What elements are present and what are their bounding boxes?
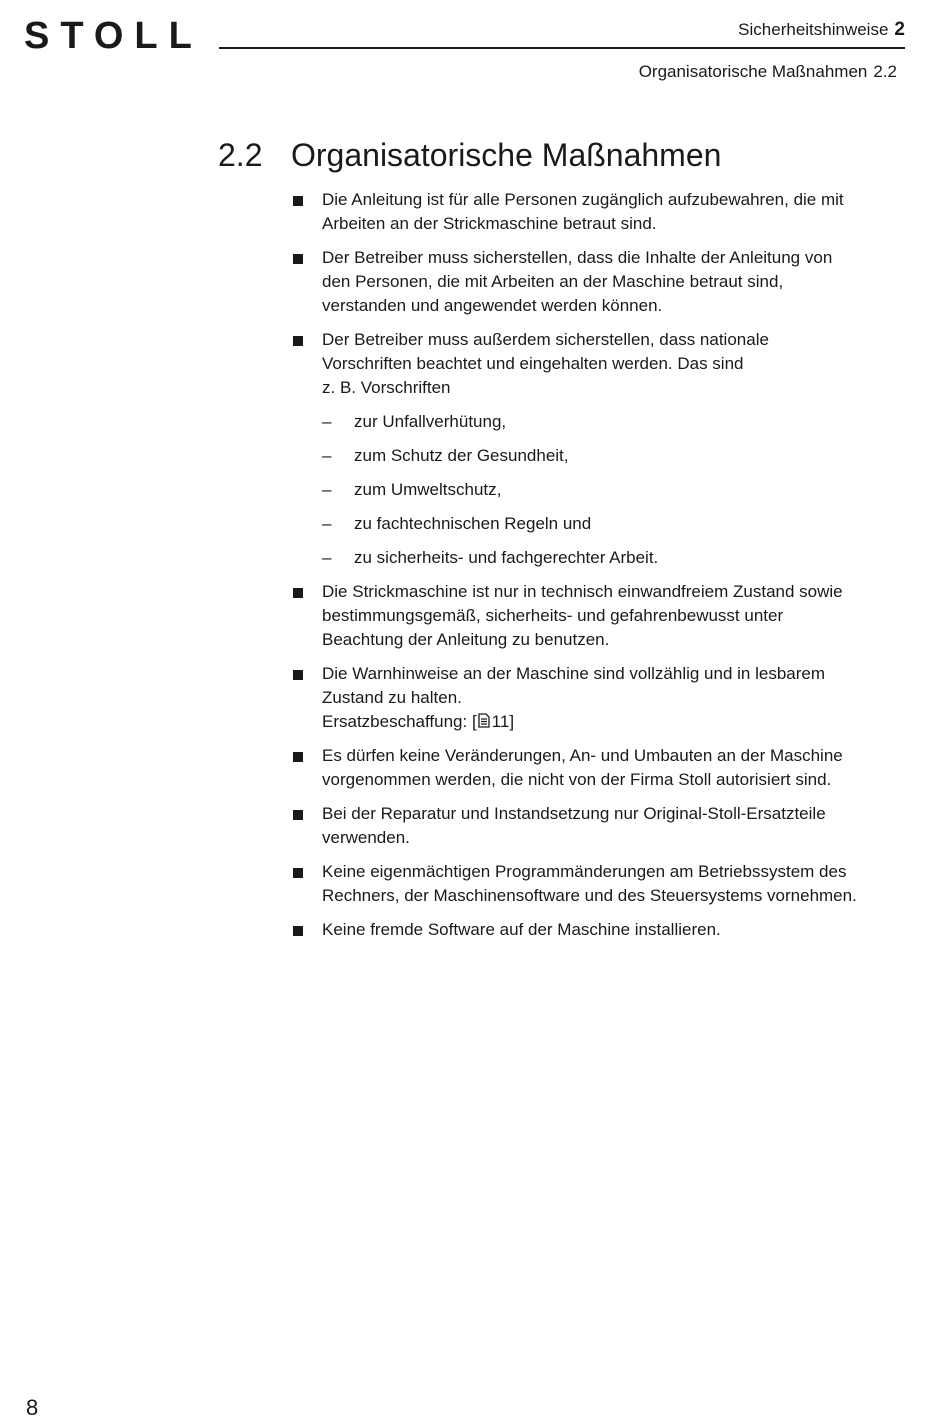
square-bullet-icon [293,810,303,820]
square-bullet-icon [293,196,303,206]
list-item-text: den Personen, die mit Arbeiten an der Maschine betraut sind, [322,272,784,291]
list-item-text: Keine fremde Software auf der Maschine installieren. [322,920,721,939]
list-item-text: Bei der Reparatur und Instandsetzung nur Original-Stoll-Ersatzteile [322,804,826,823]
square-bullet-icon [293,752,303,762]
running-header-chapter [738,17,905,43]
list-item-text: Rechners, der Maschinensoftware und des Steuersystems vornehmen. [322,886,857,905]
dash-bullet: – [322,480,332,499]
dash-bullet: – [322,548,332,567]
chapter-number: 2 [894,19,905,40]
sub-list-item-text: zum Schutz der Gesundheit, [354,446,569,465]
running-header-section [639,60,897,84]
cross-reference-label: Ersatzbeschaffung: [ [322,712,477,731]
stoll-logo: STOLL [24,15,203,57]
page-title-number: 2.2 [218,137,263,173]
list-item-text: verstanden und angewendet werden können. [322,296,663,315]
list-item-text: Beachtung der Anleitung zu benutzen. [322,630,610,649]
sub-list-item [322,410,912,434]
list-item-text: Der Betreiber muss außerdem sicherstellen, dass nationale [322,330,769,349]
list-item [292,662,912,734]
list-item [292,860,912,908]
square-bullet-icon [293,254,303,264]
list-item-text: Zustand zu halten. [322,688,462,707]
list-item [292,918,912,942]
list-item [292,744,912,792]
list-item-text: Es dürfen keine Veränderungen, An- und Umbauten an der Maschine [322,746,843,765]
section-title: Organisatorische Maßnahmen [638,62,868,81]
list-item-text: Der Betreiber muss sicherstellen, dass die Inhalte der Anleitung von [322,248,833,267]
cross-reference-close: ] [509,712,515,731]
list-item [292,188,912,236]
square-bullet-icon [293,588,303,598]
chapter-title: Sicherheitshinweise [738,20,889,39]
sub-list-item [322,512,912,536]
square-bullet-icon [293,670,303,680]
cross-reference-page: 11 [491,712,510,731]
list-item-text: Die Warnhinweise an der Maschine sind vollzählig und in lesbarem [322,664,826,683]
page-title-text: Organisatorische Maßnahmen [291,137,722,173]
list-item-text: bestimmungsgemäß, sicherheits- und gefahrenbewusst unter [322,606,784,625]
list-item-text: Keine eigenmächtigen Programmänderungen am Betriebssystem des [322,862,847,881]
sub-list-item-text: zu fachtechnischen Regeln und [354,514,592,533]
measures-list [292,188,912,952]
list-item-text: z. B. Vorschriften [322,378,451,397]
list-item [292,580,912,652]
dash-bullet: – [322,446,332,465]
document-icon [478,713,490,728]
square-bullet-icon [293,868,303,878]
list-item [292,246,912,318]
list-item [292,328,912,570]
list-item-text: verwenden. [322,828,410,847]
sub-list-item [322,444,912,468]
list-item-text: Die Strickmaschine ist nur in technisch einwandfreiem Zustand sowie [322,582,843,601]
list-item-text: Die Anleitung ist für alle Personen zugänglich aufzubewahren, die mit [322,190,844,209]
dash-bullet: – [322,412,332,431]
list-item-text: Vorschriften beachtet und eingehalten werden. Das sind [322,354,744,373]
dash-bullet: – [322,514,332,533]
page-title [218,134,721,176]
page-number: 8 [26,1395,39,1420]
section-number: 2.2 [873,62,897,81]
list-item-text: Arbeiten an der Strickmaschine betraut sind. [322,214,657,233]
list-item [292,802,912,850]
sub-list-item-text: zu sicherheits- und fachgerechter Arbeit. [354,548,659,567]
square-bullet-icon [293,336,303,346]
cross-reference[interactable] [322,710,912,734]
sub-list-item [322,478,912,502]
list-item-text: vorgenommen werden, die nicht von der Firma Stoll autorisiert sind. [322,770,832,789]
sub-list-item [322,546,912,570]
header-rule [219,47,905,49]
sub-list-item-text: zur Unfallverhütung, [354,412,507,431]
square-bullet-icon [293,926,303,936]
sub-list-item-text: zum Umweltschutz, [354,480,502,499]
